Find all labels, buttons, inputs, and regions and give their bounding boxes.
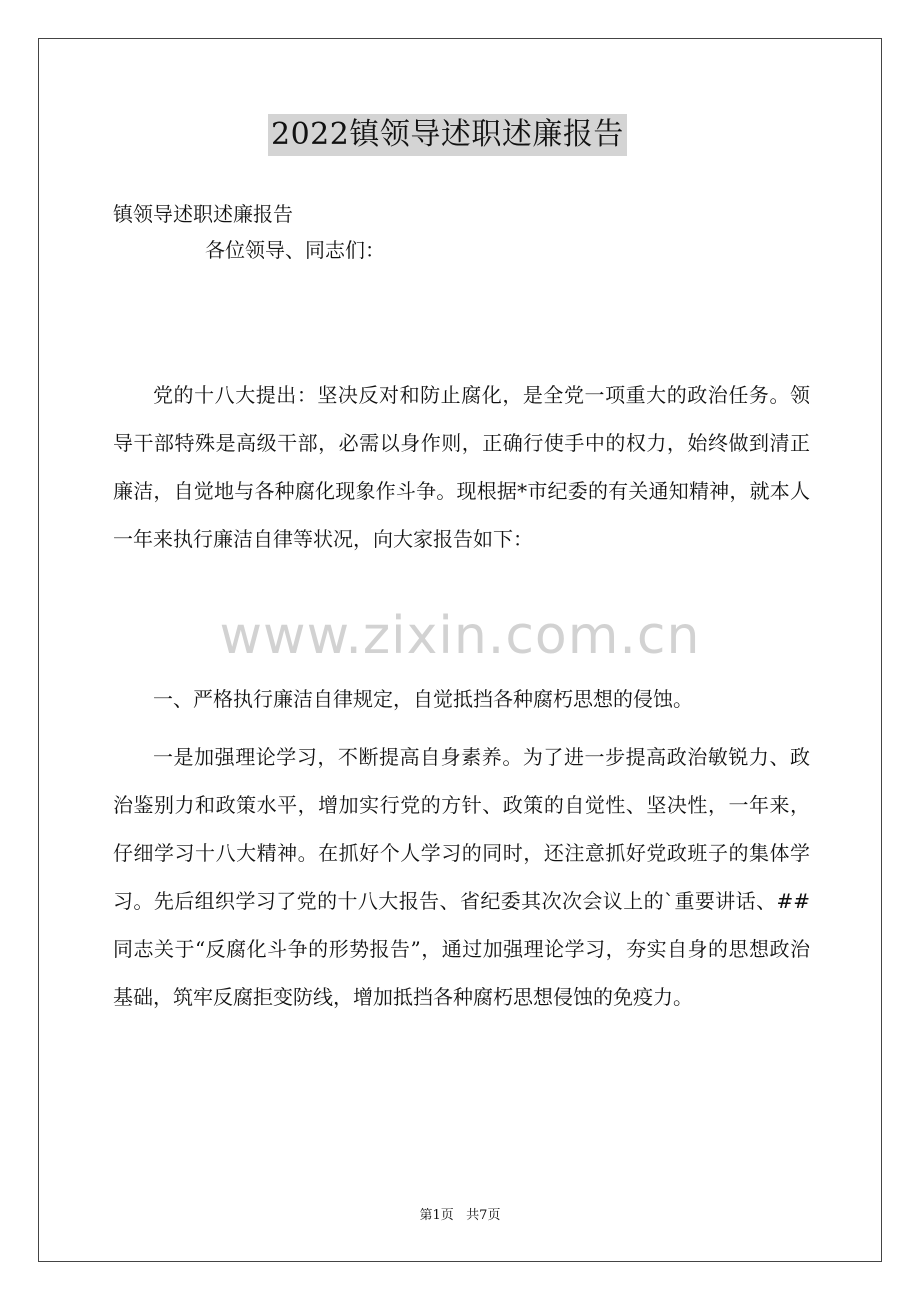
greeting: 各位领导、同志们： xyxy=(205,238,385,262)
paragraph-theory-study: 一是加强理论学习，不断提高自身素养。为了进一步提高政治敏锐力、政治鉴别力和政策水平，增加实行党的方针、政策的自觉性、坚决性，一年来，仔细学习十八大精神。在抓好个人学习的同时，还注意抓好党政班子的集体学习。先后组织学习了党的十八大报告、省纪委其次次会议上的`重要讲话、##同志关于“反腐化斗争的形势报告”，通过加强理论学习，夯实自身的思想政治基础，筑牢反腐拒变防线，增加抵挡各种腐朽思想侵蚀的免疫力。 xyxy=(113,745,810,1009)
page-number: 第1页 共7页 xyxy=(419,1208,501,1223)
paragraph-intro: 党的十八大提出：坚决反对和防止腐化，是全党一项重大的政治任务。领导干部特殊是高级干部，必需以身作则，正确行使手中的权力，始终做到清正廉洁，自觉地与各种腐化现象作斗争。现根据*市纪委的有关通知精神，就本人一年来执行廉洁自律等状况，向大家报告如下： xyxy=(113,383,810,551)
section-heading: 一、严格执行廉洁自律规定，自觉抵挡各种腐朽思想的侵蚀。 xyxy=(153,687,693,711)
document-title: 2022镇领导述职述廉报告 xyxy=(268,114,627,156)
document-subtitle: 镇领导述职述廉报告 xyxy=(113,202,293,226)
watermark: www.zixin.com.cn xyxy=(219,606,701,666)
